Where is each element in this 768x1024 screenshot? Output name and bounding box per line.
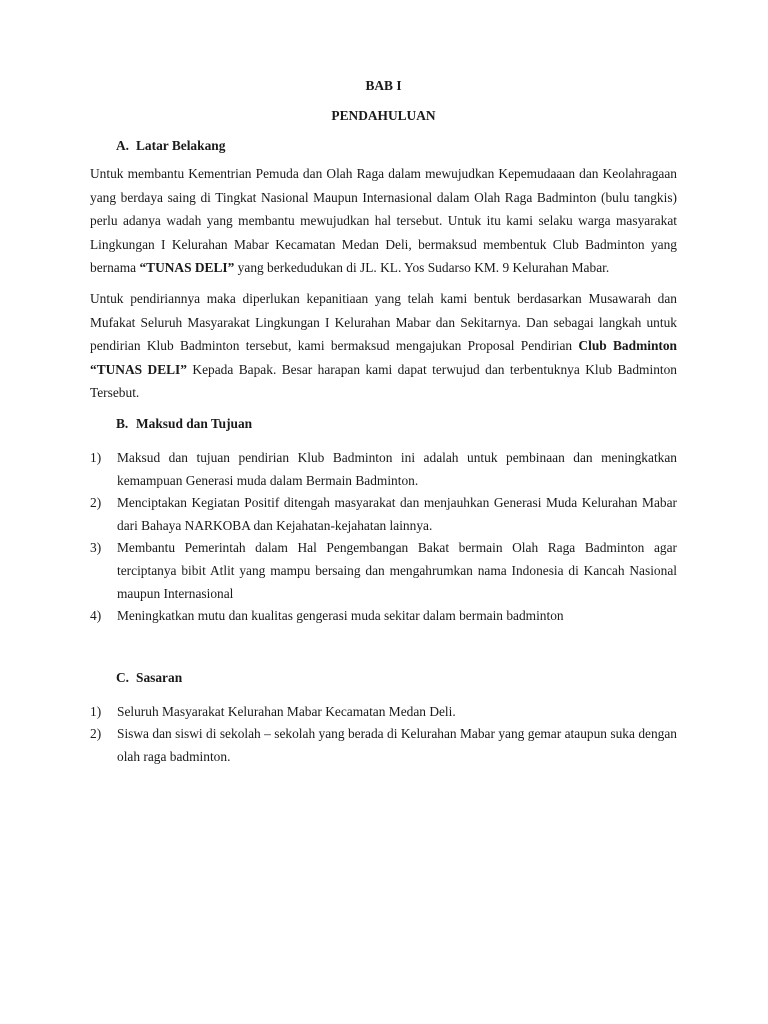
background-paragraph-1 [90, 162, 677, 280]
background-paragraph-2-text: Untuk pendiriannya maka diperlukan kepanitiaan yang telah kami bentuk berdasarkan Musawarah dan Mufakat Seluruh Masyarakat Lingkungan I Kelurahan Mabar dan Sekitarnya. Dan sebagai langkah untuk pendirian Klub Badminton tersebut, kami bermaksud mengajukan Proposal Pendirian [90, 290, 677, 354]
purpose-list [90, 447, 677, 628]
list-item [90, 723, 677, 768]
background-paragraph-1-text: Untuk membantu Kementrian Pemuda dan Olah Raga dalam mewujudkan Kepemudaaan dan Keolahragaan yang berdaya saing di Tingkat Nasional Maupun Internasional dalam Olah Raga Badminton (bulu tangkis) perlu adanya wadah yang membantu mewujudkan hal tersebut. Untuk itu kami selaku warga masyarakat Lingkungan I Kelurahan Mabar Kecamatan Medan Deli, bermaksud membentuk Club Badminton yang bernama [90, 166, 677, 276]
section-b-number: B. [116, 415, 129, 431]
list-item [90, 701, 677, 724]
target-list [90, 701, 677, 769]
list-marker: 2) [90, 495, 102, 511]
section-b-title: Maksud dan Tujuan [136, 415, 253, 431]
background-paragraph-2-text-end: Kepada Bapak. Besar harapan kami dapat terwujud dan terbentuknya Klub Badminton Tersebut. [90, 361, 677, 401]
list-item [90, 447, 677, 492]
document-page [90, 76, 677, 768]
section-a-number: A. [116, 138, 130, 153]
list-item [90, 492, 677, 537]
section-c-title: Sasaran [136, 669, 183, 685]
list-marker: 1) [90, 449, 102, 465]
club-name-bold: “TUNAS DELI” [139, 260, 235, 276]
list-item-text: Membantu Pemerintah dalam Hal Pengembangan Bakat bermain Olah Raga Badminton agar terciptanya bibit Atlit yang mampu bersaing dan mengahrumkan nama Indonesia di Kancah Nasional maupun Internasional [117, 540, 677, 601]
list-item-text: Menciptakan Kegiatan Positif ditengah masyarakat dan menjauhkan Generasi Muda Kelurahan Mabar dari Bahaya NARKOBA dan Kejahatan-kejahatan lainnya. [117, 495, 677, 533]
list-item-text: Siswa dan siswi di sekolah – sekolah yang berada di Kelurahan Mabar yang gemar ataupun suka dengan olah raga badminton. [117, 726, 677, 764]
section-c-number: C. [116, 669, 130, 685]
list-marker: 4) [90, 608, 102, 624]
section-b-heading [90, 414, 677, 434]
list-item [90, 605, 677, 628]
background-paragraph-2 [90, 287, 677, 405]
list-marker: 1) [90, 703, 102, 719]
list-marker: 3) [90, 540, 102, 556]
list-item [90, 537, 677, 605]
chapter-title: PENDAHULUAN [331, 108, 436, 123]
chapter-label: BAB I [365, 78, 402, 93]
list-marker: 2) [90, 726, 102, 742]
list-item-text: Maksud dan tujuan pendirian Klub Badminton ini adalah untuk pembinaan dan meningkatkan kemampuan Generasi muda dalam Bermain Badminton. [117, 449, 677, 488]
list-item-text: Seluruh Masyarakat Kelurahan Mabar Kecamatan Medan Deli. [117, 703, 456, 719]
section-c-heading [90, 668, 677, 688]
list-item-text: Meningkatkan mutu dan kualitas gengerasi muda sekitar dalam bermain badminton [117, 608, 564, 624]
background-paragraph-1-text-end: yang berkedudukan di JL. KL. Yos Sudarso KM. 9 Kelurahan Mabar. [234, 260, 610, 276]
section-a-title: Latar Belakang [136, 138, 226, 153]
club-proposal-bold: Club Badminton “TUNAS DELI” [90, 338, 677, 377]
section-a-heading [90, 136, 677, 156]
